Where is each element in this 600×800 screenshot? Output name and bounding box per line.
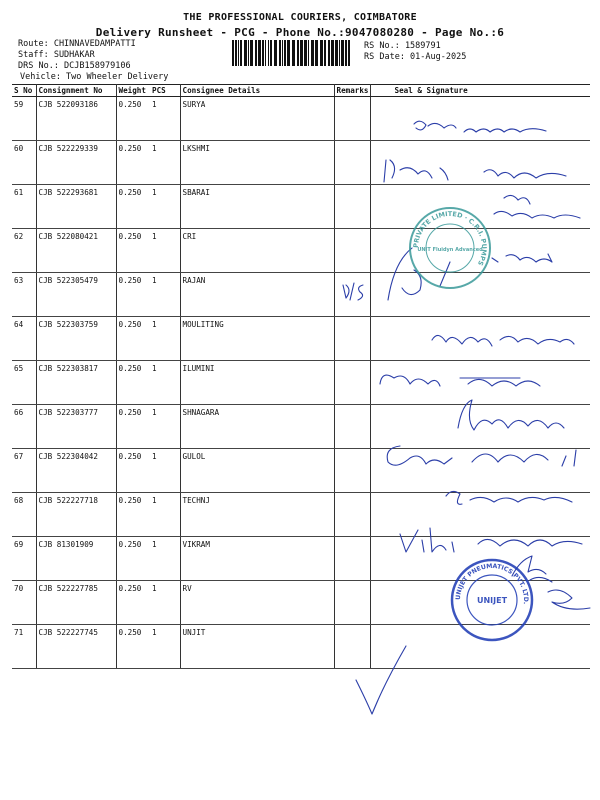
table-row <box>12 229 590 273</box>
row-signature-cell <box>370 273 590 317</box>
barcode-bar <box>250 40 253 66</box>
table-row <box>12 273 590 317</box>
row-consignee: MOULITING <box>180 317 334 361</box>
row-sno: 70 <box>12 581 36 625</box>
row-remarks <box>334 361 370 405</box>
row-weight: 0.250 <box>116 405 150 449</box>
row-remarks <box>334 141 370 185</box>
row-sno: 60 <box>12 141 36 185</box>
row-remarks <box>334 97 370 141</box>
row-signature-cell <box>370 229 590 273</box>
column-header-signature: Seal & Signature <box>370 85 590 97</box>
row-weight: 0.250 <box>116 493 150 537</box>
row-pcs: 1 <box>150 625 180 669</box>
barcode-bar <box>339 40 340 66</box>
row-weight: 0.250 <box>116 141 150 185</box>
row-sno: 59 <box>12 97 36 141</box>
row-remarks <box>334 317 370 361</box>
row-weight: 0.250 <box>116 317 150 361</box>
barcode-bar <box>315 40 318 66</box>
row-remarks <box>334 493 370 537</box>
row-sno: 68 <box>12 493 36 537</box>
barcode-bar <box>345 40 347 66</box>
table-row <box>12 141 590 185</box>
row-sno: 64 <box>12 317 36 361</box>
table-row <box>12 317 590 361</box>
row-signature-cell <box>370 493 590 537</box>
row-weight: 0.250 <box>116 361 150 405</box>
table-row <box>12 97 590 141</box>
row-pcs: 1 <box>150 185 180 229</box>
stamp-unijet-center-text: UNIJET <box>476 596 508 605</box>
row-sno: 63 <box>12 273 36 317</box>
row-remarks <box>334 537 370 581</box>
row-consignment-no: CJB 522229339 <box>36 141 116 185</box>
row-pcs: 1 <box>150 229 180 273</box>
row-consignee: CRI <box>180 229 334 273</box>
barcode-bar <box>311 40 314 66</box>
row-weight: 0.250 <box>116 449 150 493</box>
rs-number: RS No.: 1589791 <box>364 41 441 51</box>
row-consignment-no: CJB 522303817 <box>36 361 116 405</box>
row-pcs: 1 <box>150 141 180 185</box>
row-consignment-no: CJB 522080421 <box>36 229 116 273</box>
row-consignee: TECHNJ <box>180 493 334 537</box>
row-consignee: ILUMINI <box>180 361 334 405</box>
company-name: THE PROFESSIONAL COURIERS, COIMBATORE <box>183 12 417 23</box>
barcode-bar <box>238 40 239 66</box>
barcode-bar <box>308 40 309 66</box>
row-signature-cell <box>370 185 590 229</box>
barcode-bar <box>324 40 326 66</box>
row-pcs: 1 <box>150 97 180 141</box>
barcode-bar <box>244 40 247 66</box>
column-header-consignee: Consignee Details <box>180 85 334 97</box>
barcode-bar <box>235 40 237 66</box>
row-signature-cell <box>370 625 590 669</box>
stamp-cri-center-text: UNIT Fluidyn Advanced <box>417 247 483 253</box>
table-row <box>12 405 590 449</box>
row-consignee: RAJAN <box>180 273 334 317</box>
row-sno: 62 <box>12 229 36 273</box>
row-signature-cell <box>370 405 590 449</box>
row-consignment-no: CJB 522293681 <box>36 185 116 229</box>
row-pcs: 1 <box>150 493 180 537</box>
row-consignee: SHNAGARA <box>180 405 334 449</box>
column-header-sno: S No <box>12 85 36 97</box>
barcode-bar <box>282 40 283 66</box>
barcode-bar <box>268 40 269 66</box>
row-consignment-no: CJB 81301909 <box>36 537 116 581</box>
drs-barcode <box>232 40 350 66</box>
row-sno: 61 <box>12 185 36 229</box>
column-header-remarks: Remarks <box>334 85 370 97</box>
barcode-bar <box>279 40 281 66</box>
barcode-bar <box>248 40 249 66</box>
barcode-bar <box>270 40 272 66</box>
drs-number: DRS No.: DCJB158979106 <box>18 61 131 71</box>
row-signature-cell <box>370 97 590 141</box>
row-remarks <box>334 581 370 625</box>
barcode-bar <box>258 40 261 66</box>
barcode-bar <box>304 40 307 66</box>
row-consignment-no: CJB 522304042 <box>36 449 116 493</box>
runsheet-table <box>12 84 590 669</box>
row-consignment-no: CJB 522227785 <box>36 581 116 625</box>
barcode-bar <box>287 40 290 66</box>
barcode-bar <box>335 40 338 66</box>
row-consignment-no: CJB 522227745 <box>36 625 116 669</box>
row-weight: 0.250 <box>116 581 150 625</box>
row-pcs: 1 <box>150 273 180 317</box>
row-weight: 0.250 <box>116 97 150 141</box>
table-header-row <box>12 85 590 97</box>
row-consignment-no: CJB 522093186 <box>36 97 116 141</box>
barcode-bar <box>348 40 350 66</box>
row-remarks <box>334 625 370 669</box>
row-remarks <box>334 273 370 317</box>
row-consignment-no: CJB 522305479 <box>36 273 116 317</box>
row-remarks <box>334 185 370 229</box>
row-pcs: 1 <box>150 405 180 449</box>
table-row <box>12 625 590 669</box>
table-row <box>12 493 590 537</box>
barcode-bar <box>341 40 344 66</box>
runsheet-title: Delivery Runsheet - PCG - Phone No.:9047080280 - Page No.:6 <box>95 26 505 39</box>
barcode-bar <box>240 40 242 66</box>
row-remarks <box>334 229 370 273</box>
table-row <box>12 449 590 493</box>
column-header-weight: Weight <box>116 85 150 97</box>
row-remarks <box>334 405 370 449</box>
stamp-cri-ring-text: PRIVATE LIMITED · C.R.I. PUMPS <box>411 209 489 267</box>
row-consignee: GULOL <box>180 449 334 493</box>
row-weight: 0.250 <box>116 273 150 317</box>
row-sno: 65 <box>12 361 36 405</box>
row-consignment-no: CJB 522303759 <box>36 317 116 361</box>
row-pcs: 1 <box>150 317 180 361</box>
barcode-bar <box>328 40 330 66</box>
barcode-bar <box>232 40 234 66</box>
row-sno: 71 <box>12 625 36 669</box>
row-pcs: 1 <box>150 537 180 581</box>
row-signature-cell <box>370 581 590 625</box>
table-row <box>12 537 590 581</box>
row-consignee: UNJIT <box>180 625 334 669</box>
row-consignment-no: CJB 522227718 <box>36 493 116 537</box>
stamp-unijet-ring-text: UNIJET PNEUMATICS PVT. LTD. <box>454 562 530 605</box>
row-sno: 67 <box>12 449 36 493</box>
staff-label: Staff: SUDHAKAR <box>18 50 95 60</box>
table-row <box>12 361 590 405</box>
barcode-bar <box>331 40 334 66</box>
barcode-bar <box>292 40 295 66</box>
barcode-bar <box>297 40 299 66</box>
row-weight: 0.250 <box>116 185 150 229</box>
row-remarks <box>334 449 370 493</box>
rs-date: RS Date: 01-Aug-2025 <box>364 52 467 62</box>
row-signature-cell <box>370 537 590 581</box>
barcode-bar <box>320 40 323 66</box>
row-signature-cell <box>370 449 590 493</box>
row-weight: 0.250 <box>116 537 150 581</box>
table-row <box>12 581 590 625</box>
vehicle-label: Vehicle: Two Wheeler Delivery <box>20 72 169 82</box>
barcode-bar <box>255 40 257 66</box>
table-row <box>12 185 590 229</box>
barcode-bar <box>300 40 303 66</box>
row-signature-cell <box>370 317 590 361</box>
row-signature-cell <box>370 361 590 405</box>
column-header-pcs: PCS <box>150 85 180 97</box>
barcode-bar <box>274 40 277 66</box>
column-header-consignment: Consignment No <box>36 85 116 97</box>
row-pcs: 1 <box>150 361 180 405</box>
row-consignee: LKSHMI <box>180 141 334 185</box>
route-label: Route: CHINNAVEDAMPATTI <box>18 39 136 49</box>
runsheet-rows <box>12 97 590 669</box>
row-sno: 69 <box>12 537 36 581</box>
row-weight: 0.250 <box>116 229 150 273</box>
barcode-bar <box>265 40 266 66</box>
row-consignee: RV <box>180 581 334 625</box>
row-signature-cell <box>370 141 590 185</box>
row-consignee: SBARAI <box>180 185 334 229</box>
row-pcs: 1 <box>150 449 180 493</box>
row-weight: 0.250 <box>116 625 150 669</box>
barcode-bar <box>284 40 286 66</box>
barcode-bar <box>262 40 264 66</box>
row-consignment-no: CJB 522303777 <box>36 405 116 449</box>
row-consignee: SURYA <box>180 97 334 141</box>
row-pcs: 1 <box>150 581 180 625</box>
row-consignee: VIKRAM <box>180 537 334 581</box>
row-sno: 66 <box>12 405 36 449</box>
